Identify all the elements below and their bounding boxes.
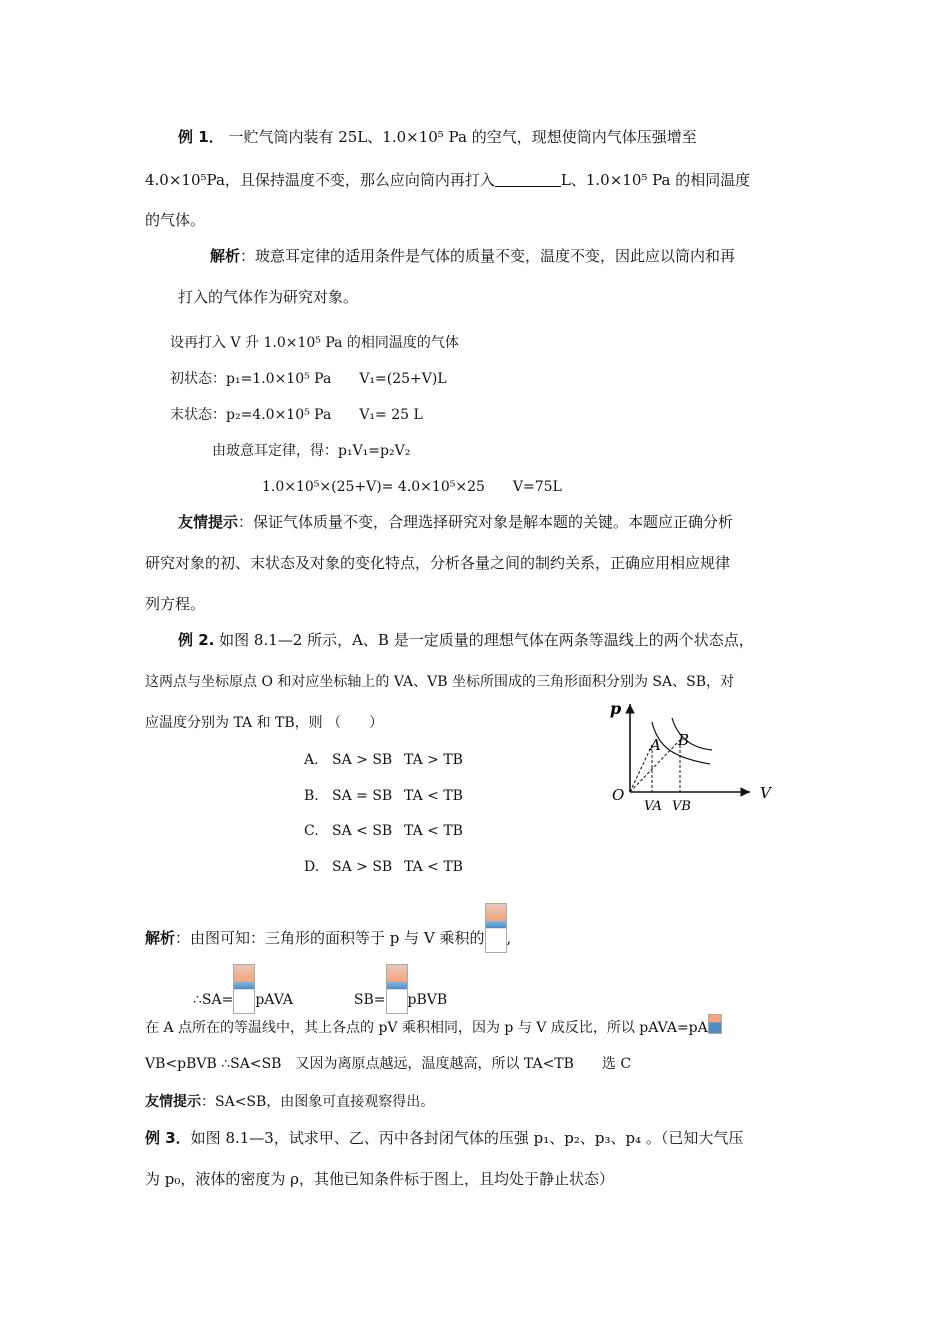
option-a[interactable]: A. SA > SB TA > TB bbox=[304, 752, 463, 768]
broken-image-icon bbox=[233, 964, 255, 1014]
example-2-line-1: 例 2. 如图 8.1—2 所示，A、B 是一定质量的理想气体在两条等温线上的两个状态点， bbox=[178, 631, 754, 649]
initial-state: 初状态：p₁=1.0×10⁵ Pa V₁=(25+V)L bbox=[170, 371, 447, 387]
boyle-law-equation: 由玻意耳定律，得：p₁V₁=p₂V₂ bbox=[212, 443, 411, 459]
vb-label: VB bbox=[672, 799, 691, 814]
tip-1-label: 友情提示 bbox=[178, 513, 239, 531]
option-d[interactable]: D. SA > SB TA < TB bbox=[304, 859, 463, 875]
solution-2-line-2: ∴SA= pAVA SB= pBVB bbox=[193, 964, 447, 1014]
example-3-line-1: 例 3．如图 8.1—3，试求甲、乙、丙中各封闭气体的压强 p₁、p₂、p₃、p₄ 。（已知大气压 bbox=[145, 1129, 744, 1147]
va-label: VA bbox=[644, 799, 662, 814]
line-oa bbox=[630, 745, 652, 792]
solution-2-line-4: VB<pBVB ∴SA<SB 又因为离原点越远，温度越高，所以 TA<TB 选 C bbox=[145, 1056, 632, 1072]
example-2-line-2: 这两点与坐标原点 O 和对应坐标轴上的 VA、VB 坐标所围成的三角形面积分别为 SA、SB，对 bbox=[145, 674, 734, 690]
solution-1-label: 解析 bbox=[210, 247, 241, 265]
tip-1-line-1: 友情提示：保证气体质量不变，合理选择研究对象是解本题的关键。本题应正确分析 bbox=[178, 513, 734, 531]
point-b-label: B bbox=[678, 731, 690, 749]
option-c[interactable]: C. SA < SB TA < TB bbox=[304, 823, 463, 839]
broken-image-icon bbox=[386, 964, 408, 1014]
result-equation: 1.0×10⁵×(25+V)= 4.0×10⁵×25 V=75L bbox=[262, 479, 562, 495]
tip-1-line-3: 列方程。 bbox=[145, 595, 206, 613]
answer-blank bbox=[495, 171, 561, 187]
example-2-label: 例 2. bbox=[178, 631, 215, 649]
broken-image-icon bbox=[708, 1014, 722, 1034]
example-3-line-2: 为 p₀，液体的密度为 ρ，其他已知条件标于图上，且均处于静止状态） bbox=[145, 1170, 614, 1188]
point-a-label: A bbox=[650, 736, 661, 754]
example-1-label: 例 1． bbox=[178, 128, 224, 146]
p-axis-label: p bbox=[610, 699, 622, 718]
tip-1-line-2: 研究对象的初、末状态及对象的变化特点，分析各量之间的制约关系，正确应用相应规律 bbox=[145, 554, 731, 572]
solution-1-line-2: 打入的气体作为研究对象。 bbox=[178, 288, 359, 306]
pv-graph bbox=[600, 690, 790, 820]
broken-image-icon bbox=[485, 903, 507, 953]
origin-label: O bbox=[612, 786, 625, 804]
solution-2-line-1: 解析：由图可知：三角形的面积等于 p 与 V 乘积的 , bbox=[145, 903, 511, 953]
solution-2-label: 解析 bbox=[145, 929, 176, 947]
final-state: 末状态：p₂=4.0×10⁵ Pa V₁= 25 L bbox=[170, 407, 423, 423]
tip-2-label: 友情提示 bbox=[145, 1094, 201, 1110]
v-axis-label: V bbox=[760, 784, 771, 802]
solution-2-line-3: 在 A 点所在的等温线中，其上各点的 pV 乘积相同，因为 p 与 V 成反比，所以 pAVA=pA bbox=[145, 1014, 722, 1038]
tip-2-line-1: 友情提示：SA<SB，由图象可直接观察得出。 bbox=[145, 1094, 435, 1110]
example-1-line-1: 例 1． 一贮气筒内装有 25L、1.0×10⁵ Pa 的空气，现想使筒内气体压强增至 bbox=[178, 128, 697, 146]
option-b[interactable]: B. SA = SB TA < TB bbox=[304, 788, 463, 804]
example-1-line-2: 4.0×10⁵Pa，且保持温度不变，那么应向筒内再打入 L、1.0×10⁵ Pa 的相同温度 bbox=[145, 171, 751, 189]
solution-1-line-1: 解析：玻意耳定律的适用条件是气体的质量不变，温度不变，因此应以筒内和再 bbox=[210, 247, 736, 265]
example-2-line-3: 应温度分别为 TA 和 TB，则 （ ） bbox=[145, 715, 384, 731]
example-1-line-3: 的气体。 bbox=[145, 211, 206, 229]
solution-1-line-3: 设再打入 V 升 1.0×10⁵ Pa 的相同温度的气体 bbox=[170, 335, 459, 351]
example-3-label: 例 3． bbox=[145, 1129, 191, 1147]
